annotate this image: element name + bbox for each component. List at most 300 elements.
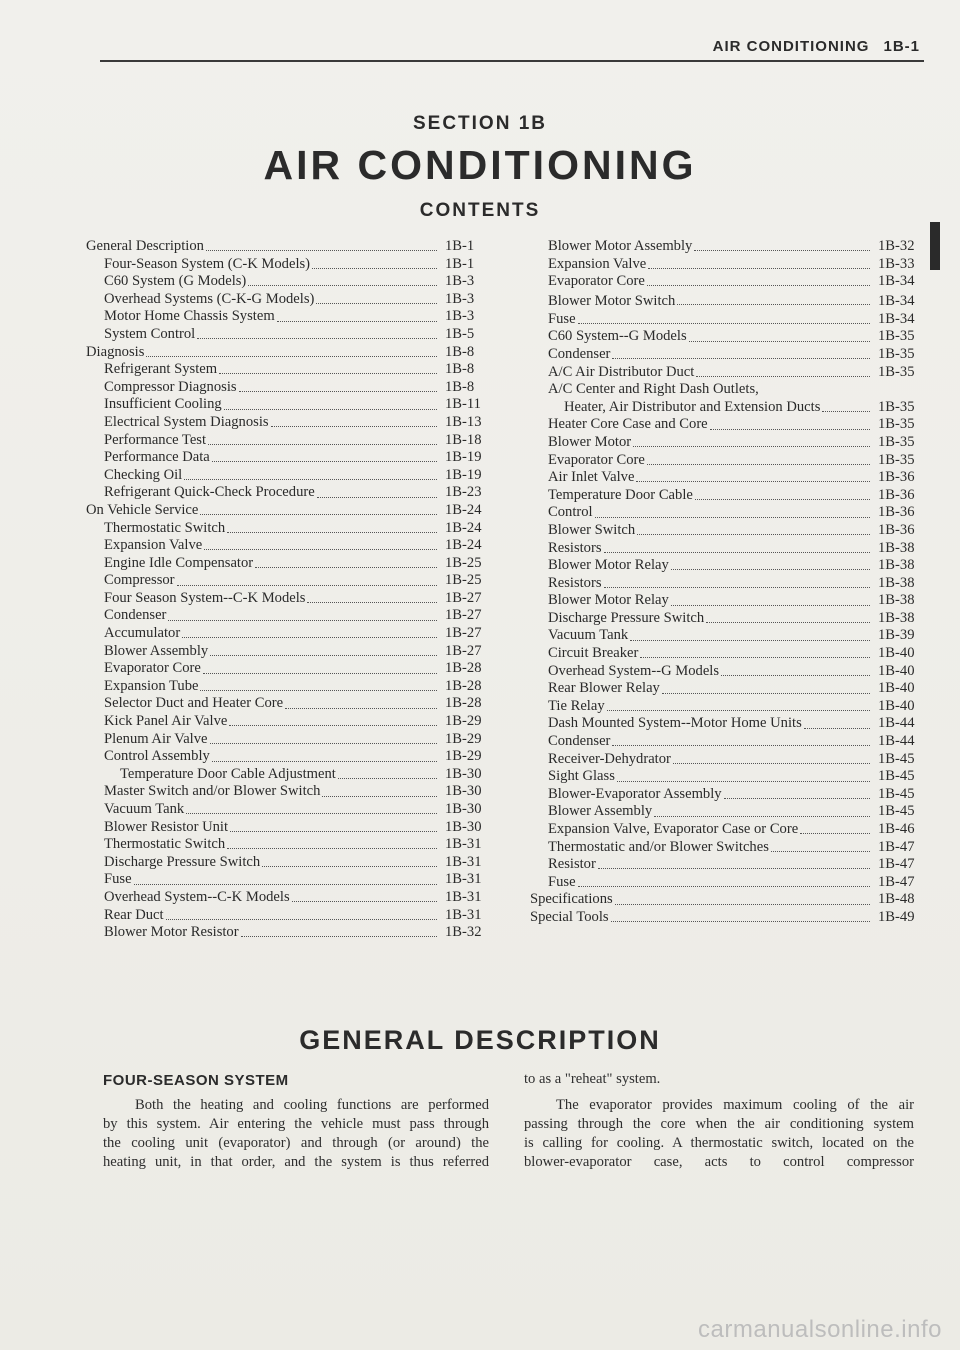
toc-entry-page: 1B-33: [878, 255, 915, 272]
toc-entry-title: Condenser: [548, 733, 611, 750]
toc-entry-page: 1B-31: [445, 836, 482, 853]
toc-dot-leader: [200, 514, 437, 515]
toc-dot-leader: [206, 250, 437, 251]
toc-entry: [530, 856, 926, 874]
paragraph-line: Both the heating and cooling functions are performed: [135, 1097, 489, 1113]
toc-entry-title: Refrigerant System: [104, 361, 218, 378]
toc-entry: [530, 821, 926, 839]
toc-entry-title: Discharge Pressure Switch: [104, 853, 261, 870]
toc-entry: [86, 907, 491, 925]
header-rule: [100, 60, 924, 62]
toc-entry: [86, 502, 491, 520]
toc-entry-page: 1B-32: [445, 924, 482, 941]
toc-dot-leader: [822, 411, 870, 412]
toc-entry-page: 1B-3: [445, 290, 475, 307]
toc-entry-title: Rear Duct: [104, 906, 164, 923]
toc-entry: [530, 663, 926, 681]
toc-entry: [530, 311, 926, 329]
toc-dot-leader: [184, 479, 437, 480]
toc-entry-page: 1B-19: [445, 466, 482, 483]
toc-entry-title: Insufficient Cooling: [104, 396, 222, 413]
toc-entry-title: Kick Panel Air Valve: [104, 713, 228, 730]
toc-right-column: [530, 238, 926, 927]
toc-entry: [86, 414, 491, 432]
toc-entry: [530, 768, 926, 786]
toc-entry: [86, 836, 491, 854]
general-description-heading: GENERAL DESCRIPTION: [299, 1025, 661, 1055]
toc-entry-title: Refrigerant Quick-Check Procedure: [104, 484, 315, 501]
toc-entry: [530, 575, 926, 593]
toc-dot-leader: [212, 761, 437, 762]
paragraph-line: by this system. Air entering the vehicle must pass through: [103, 1116, 489, 1132]
toc-entry-page: 1B-44: [878, 715, 915, 732]
toc-dot-leader: [229, 725, 437, 726]
toc-entry-page: 1B-36: [878, 486, 915, 503]
toc-dot-leader: [285, 708, 437, 709]
toc-entry: [530, 786, 926, 804]
toc-entry: [86, 819, 491, 837]
toc-dot-leader: [186, 813, 437, 814]
toc-entry-title: Dash Mounted System--Motor Home Units: [548, 715, 802, 732]
toc-entry-page: 1B-31: [445, 888, 482, 905]
toc-entry-page: 1B-34: [878, 292, 915, 309]
toc-entry-title: General Description: [86, 238, 204, 254]
toc-entry-page: 1B-47: [878, 873, 915, 890]
section-label: SECTION 1B: [412, 113, 548, 134]
toc-entry-title: Blower Motor: [548, 433, 632, 450]
four-season-subheading: FOUR-SEASON SYSTEM: [103, 1072, 289, 1089]
toc-entry: [86, 924, 491, 942]
toc-entry-page: 1B-38: [878, 557, 915, 574]
toc-left-column: [86, 238, 491, 942]
toc-entry-title: Thermostatic Switch: [104, 519, 226, 536]
toc-entry-page: 1B-45: [878, 803, 915, 820]
toc-entry: [86, 308, 491, 326]
toc-entry-page: 1B-29: [445, 713, 482, 730]
toc-entry-title: A/C Air Distributor Duct: [548, 363, 695, 380]
toc-entry: [86, 484, 491, 502]
toc-entry-page: 1B-18: [445, 431, 482, 448]
four-season-paragraph-right-intro: [524, 1070, 914, 1089]
toc-entry-title: Expansion Tube: [104, 677, 199, 694]
toc-entry: [530, 733, 926, 751]
toc-entry-title: Rear Blower Relay: [548, 680, 660, 697]
toc-entry-page: 1B-34: [878, 310, 915, 327]
toc-entry-page: 1B-8: [445, 378, 475, 395]
toc-entry-title: Sight Glass: [548, 768, 615, 785]
toc-entry-title: Four Season System--C-K Models: [104, 589, 306, 606]
toc-dot-leader: [604, 587, 870, 588]
toc-dot-leader: [177, 585, 437, 586]
toc-entry-page: 1B-30: [445, 783, 482, 800]
toc-entry-title: Motor Home Chassis System: [104, 308, 275, 325]
toc-entry-page: 1B-24: [445, 519, 482, 536]
toc-dot-leader: [134, 884, 437, 885]
toc-entry: [86, 695, 491, 713]
toc-entry-page: 1B-32: [878, 238, 915, 254]
toc-entry-title: Discharge Pressure Switch: [548, 609, 705, 626]
toc-entry-page: 1B-8: [445, 343, 475, 360]
toc-entry-title: Blower-Evaporator Assembly: [548, 785, 722, 802]
toc-entry: [86, 432, 491, 450]
toc-entry-title: Control: [548, 504, 593, 521]
toc-entry-page: 1B-46: [878, 821, 915, 837]
toc-entry-page: 1B-36: [878, 521, 915, 538]
toc-entry: [86, 889, 491, 907]
toc-entry: [86, 625, 491, 643]
toc-entry-title: Accumulator: [104, 625, 181, 642]
toc-entry-page: 1B-40: [878, 680, 915, 697]
toc-entry-title: Expansion Valve: [548, 255, 647, 272]
toc-dot-leader: [706, 622, 870, 623]
toc-entry-title: Blower Motor Relay: [548, 557, 669, 574]
toc-entry: [86, 607, 491, 625]
toc-dot-leader: [338, 778, 437, 779]
toc-dot-leader: [578, 323, 870, 324]
toc-entry: [86, 379, 491, 397]
toc-dot-leader: [200, 690, 437, 691]
toc-entry-page: 1B-27: [445, 589, 482, 606]
toc-entry-title: C60 System (G Models): [104, 273, 247, 290]
toc-dot-leader: [168, 620, 437, 621]
toc-dot-leader: [230, 831, 437, 832]
toc-entry: [86, 555, 491, 573]
toc-entry-page: 1B-45: [878, 768, 915, 785]
toc-dot-leader: [677, 304, 870, 305]
toc-dot-leader: [633, 446, 870, 447]
toc-dot-leader: [210, 743, 437, 744]
toc-entry-page: 1B-35: [878, 451, 915, 468]
toc-entry-page: 1B-31: [445, 853, 482, 870]
toc-entry: [530, 891, 926, 909]
toc-dot-leader: [604, 552, 870, 553]
toc-entry: [530, 364, 926, 382]
toc-entry-page: 1B-5: [445, 325, 475, 342]
toc-dot-leader: [241, 936, 437, 937]
toc-entry-page: 1B-31: [445, 871, 482, 888]
toc-entry-page: 1B-27: [445, 625, 482, 642]
toc-dot-leader: [710, 429, 870, 430]
toc-entry-title: Specifications: [530, 891, 613, 908]
toc-entry-page: 1B-25: [445, 554, 482, 571]
toc-dot-leader: [611, 921, 870, 922]
toc-entry: [530, 698, 926, 716]
toc-entry: [530, 557, 926, 575]
toc-entry: [530, 909, 926, 927]
toc-dot-leader: [615, 904, 870, 905]
toc-entry-page: 1B-35: [878, 398, 915, 415]
toc-entry-page: 1B-27: [445, 607, 482, 624]
toc-entry-page: 1B-13: [445, 413, 482, 430]
toc-dot-leader: [248, 285, 437, 286]
toc-entry-page: 1B-30: [445, 765, 482, 782]
toc-entry-page: 1B-49: [878, 908, 915, 925]
toc-dot-leader: [203, 673, 437, 674]
toc-dot-leader: [312, 268, 437, 269]
toc-entry: [530, 487, 926, 505]
toc-entry: [530, 291, 926, 311]
toc-entry-title: Resistor: [548, 856, 596, 873]
toc-dot-leader: [636, 481, 870, 482]
toc-entry-page: 1B-1: [445, 238, 475, 254]
toc-dot-leader: [212, 461, 437, 462]
toc-dot-leader: [671, 569, 870, 570]
toc-entry-title: Blower Resistor Unit: [104, 818, 229, 835]
toc-entry: [86, 854, 491, 872]
toc-entry-title: A/C Center and Right Dash Outlets,: [548, 381, 759, 398]
toc-entry-title: Fuse: [548, 310, 576, 327]
toc-dot-leader: [654, 816, 870, 817]
toc-entry-title: Performance Data: [104, 449, 210, 466]
toc-entry-title: Blower Assembly: [548, 803, 653, 820]
toc-entry-title: Plenum Air Valve: [104, 730, 208, 747]
toc-entry: [530, 645, 926, 663]
toc-entry-title: Condenser: [104, 607, 167, 624]
toc-entry-page: 1B-47: [878, 856, 915, 873]
toc-entry-page: 1B-35: [878, 416, 915, 433]
toc-entry-title: Expansion Valve, Evaporator Case or Core: [548, 821, 799, 837]
toc-entry-title: Heater Core Case and Core: [548, 416, 708, 433]
toc-entry-page: 1B-28: [445, 695, 482, 712]
toc-entry: [530, 434, 926, 452]
evaporator-paragraph-right: [524, 1096, 914, 1172]
toc-entry-title: Blower Assembly: [104, 642, 209, 659]
paragraph-line: The evaporator provides maximum cooling of the air: [556, 1097, 914, 1113]
toc-entry-page: 1B-36: [878, 504, 915, 521]
toc-dot-leader: [595, 517, 870, 518]
toc-dot-leader: [182, 637, 437, 638]
toc-entry-title: Evaporator Core: [548, 273, 645, 290]
toc-entry: [530, 839, 926, 857]
toc-entry-page: 1B-36: [878, 469, 915, 486]
toc-entry-page: 1B-27: [445, 642, 482, 659]
toc-entry-title: Air Inlet Valve: [548, 469, 635, 486]
toc-entry-title: Overhead System--C-K Models: [104, 888, 290, 905]
toc-entry-page: 1B-48: [878, 891, 915, 908]
toc-entry: [530, 592, 926, 610]
toc-dot-leader: [689, 341, 870, 342]
toc-entry-title: Condenser: [548, 345, 611, 362]
toc-dot-leader: [648, 268, 870, 269]
toc-dot-leader: [271, 426, 437, 427]
toc-dot-leader: [277, 321, 437, 322]
toc-entry-title: Blower Switch: [548, 521, 636, 538]
toc-entry-title: Fuse: [548, 873, 576, 890]
toc-entry-title: C60 System--G Models: [548, 328, 687, 345]
toc-dot-leader: [227, 532, 437, 533]
toc-entry-title: Performance Test: [104, 431, 207, 448]
contents-label: CONTENTS: [419, 200, 541, 221]
toc-entry-title: Engine Idle Compensator: [104, 554, 254, 571]
page-number: 1B-1: [883, 38, 920, 55]
paragraph-line: the cooling unit (evaporator) and through (or around) the: [103, 1135, 489, 1151]
toc-entry-page: 1B-35: [878, 363, 915, 380]
toc-entry-page: 1B-29: [445, 748, 482, 765]
toc-dot-leader: [316, 303, 437, 304]
toc-dot-leader: [146, 356, 437, 357]
toc-dot-leader: [208, 444, 437, 445]
toc-entry-page: 1B-38: [878, 574, 915, 591]
toc-entry: [530, 522, 926, 540]
toc-entry-page: 1B-40: [878, 645, 915, 662]
toc-entry: [86, 449, 491, 467]
toc-entry-page: 1B-30: [445, 818, 482, 835]
toc-dot-leader: [210, 655, 437, 656]
toc-entry: [530, 416, 926, 434]
toc-dot-leader: [262, 866, 437, 867]
toc-entry: [86, 291, 491, 309]
toc-dot-leader: [307, 602, 437, 603]
toc-entry-title: System Control: [104, 325, 196, 342]
toc-entry: [86, 660, 491, 678]
toc-entry: [86, 572, 491, 590]
toc-entry: [530, 452, 926, 470]
toc-dot-leader: [578, 886, 870, 887]
toc-entry-page: 1B-31: [445, 906, 482, 923]
toc-entry-title: Vacuum Tank: [104, 801, 185, 817]
paragraph-line: to as a "reheat" system.: [524, 1071, 661, 1087]
toc-entry-title: Thermostatic and/or Blower Switches: [548, 838, 769, 855]
toc-entry: [86, 731, 491, 749]
toc-entry: [86, 748, 491, 766]
toc-entry-title: Evaporator Core: [548, 451, 645, 468]
toc-entry: [530, 238, 926, 256]
toc-entry: [86, 256, 491, 274]
toc-entry-page: 1B-24: [445, 501, 482, 518]
toc-entry: [530, 256, 926, 274]
paragraph-line: blower-evaporator case, acts to control compressor: [524, 1154, 914, 1170]
toc-entry-page: 1B-24: [445, 537, 482, 554]
toc-entry: [530, 399, 926, 417]
toc-dot-leader: [637, 534, 870, 535]
toc-entry-title: Fuse: [104, 871, 132, 888]
running-title: AIR CONDITIONING: [712, 38, 870, 55]
toc-entry: [86, 678, 491, 696]
toc-dot-leader: [617, 781, 870, 782]
toc-dot-leader: [696, 376, 870, 377]
toc-entry-title: Tie Relay: [548, 697, 605, 714]
toc-entry-page: 1B-3: [445, 273, 475, 290]
toc-entry-title: Heater, Air Distributor and Extension Ducts: [564, 398, 821, 415]
toc-entry: [530, 680, 926, 698]
toc-entry: [530, 540, 926, 558]
toc-entry: [86, 713, 491, 731]
toc-entry-page: 1B-34: [878, 273, 915, 290]
toc-entry-title: Checking Oil: [104, 466, 183, 483]
toc-dot-leader: [640, 657, 870, 658]
toc-entry-title: Blower Motor Relay: [548, 592, 669, 609]
toc-dot-leader: [224, 409, 437, 410]
toc-dot-leader: [255, 567, 437, 568]
toc-entry: [530, 504, 926, 522]
toc-entry: [86, 537, 491, 555]
toc-entry-page: 1B-23: [445, 484, 482, 501]
toc-entry: [86, 273, 491, 291]
toc-entry-title: Resistors: [548, 574, 602, 591]
toc-entry-page: 1B-44: [878, 733, 915, 750]
toc-dot-leader: [647, 285, 870, 286]
toc-entry: [530, 328, 926, 346]
toc-dot-leader: [694, 250, 870, 251]
toc-entry-page: 1B-40: [878, 662, 915, 679]
toc-entry-title: Overhead System--G Models: [548, 662, 720, 679]
toc-dot-leader: [612, 358, 870, 359]
toc-entry-page: 1B-1: [445, 255, 475, 272]
toc-entry-title: Four-Season System (C-K Models): [104, 255, 311, 272]
toc-entry-page: 1B-40: [878, 697, 915, 714]
four-season-paragraph-left: [103, 1096, 489, 1172]
toc-entry-page: 1B-25: [445, 572, 482, 589]
toc-entry-page: 1B-28: [445, 677, 482, 694]
toc-entry: [86, 344, 491, 362]
toc-entry: [86, 783, 491, 801]
toc-dot-leader: [721, 675, 870, 676]
toc-entry-title: Diagnosis: [86, 343, 145, 360]
paragraph-line: passing through the core when the air conditioning system: [524, 1116, 914, 1132]
toc-entry-page: 1B-8: [445, 361, 475, 378]
toc-dot-leader: [292, 901, 437, 902]
toc-dot-leader: [607, 710, 870, 711]
toc-entry: [530, 381, 926, 399]
toc-dot-leader: [695, 499, 870, 500]
toc-entry-page: 1B-11: [445, 396, 481, 413]
toc-dot-leader: [197, 338, 437, 339]
toc-dot-leader: [662, 693, 870, 694]
toc-entry-page: 1B-19: [445, 449, 482, 466]
toc-entry-page: 1B-39: [878, 627, 915, 644]
toc-entry-title: Special Tools: [530, 908, 609, 925]
toc-dot-leader: [673, 763, 870, 764]
toc-entry-title: On Vehicle Service: [86, 501, 199, 518]
toc-entry-title: Compressor: [104, 572, 175, 589]
toc-dot-leader: [227, 848, 437, 849]
toc-dot-leader: [724, 798, 870, 799]
toc-entry-page: 1B-45: [878, 785, 915, 802]
toc-entry: [530, 627, 926, 645]
toc-dot-leader: [771, 851, 870, 852]
toc-entry-page: 1B-38: [878, 539, 915, 556]
toc-entry-title: Temperature Door Cable Adjustment: [120, 765, 336, 782]
toc-entry-title: Resistors: [548, 539, 602, 556]
toc-entry: [86, 801, 491, 819]
toc-entry-page: 1B-35: [878, 345, 915, 362]
toc-entry-page: 1B-3: [445, 308, 475, 325]
toc-entry: [86, 396, 491, 414]
toc-entry-title: Circuit Breaker: [548, 645, 639, 662]
toc-entry: [86, 238, 491, 256]
toc-dot-leader: [671, 605, 870, 606]
toc-entry: [530, 469, 926, 487]
toc-entry-title: Vacuum Tank: [548, 627, 629, 644]
toc-entry-page: 1B-30: [445, 801, 482, 817]
toc-entry-page: 1B-28: [445, 660, 482, 677]
toc-dot-leader: [800, 833, 870, 834]
running-head: [713, 38, 920, 55]
toc-entry: [86, 766, 491, 784]
toc-entry: [530, 803, 926, 821]
toc-entry-title: Temperature Door Cable: [548, 486, 693, 503]
toc-entry-title: Compressor Diagnosis: [104, 378, 237, 395]
toc-entry: [86, 590, 491, 608]
toc-entry: [86, 467, 491, 485]
toc-entry: [530, 610, 926, 628]
watermark: carmanualsonline.info: [698, 1316, 942, 1343]
toc-entry-page: 1B-38: [878, 609, 915, 626]
toc-dot-leader: [647, 464, 870, 465]
toc-entry: [530, 751, 926, 769]
section-tab-marker: [930, 222, 940, 270]
toc-entry-title: Blower Motor Switch: [548, 292, 676, 309]
